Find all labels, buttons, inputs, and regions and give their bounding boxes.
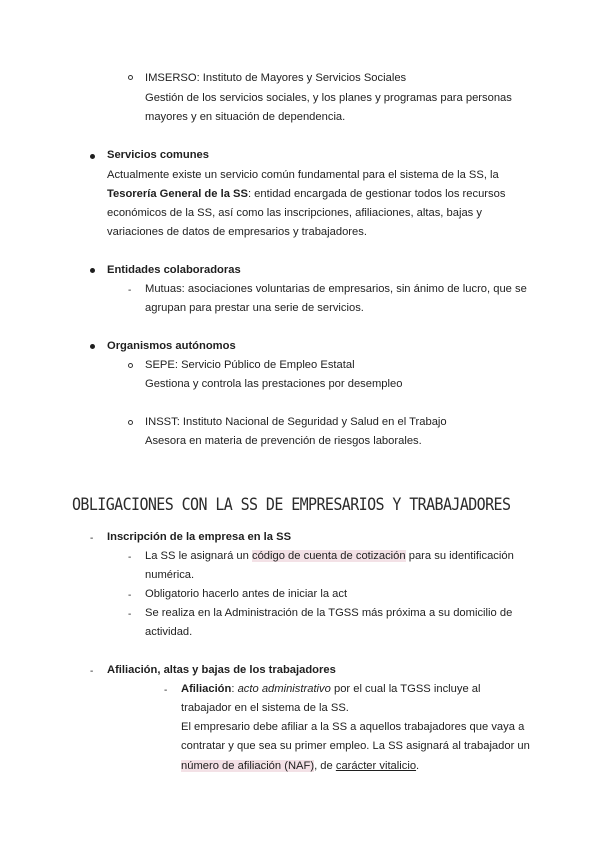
afiliacion-line1-rest: por el cual la TGSS incluye al bbox=[330, 683, 481, 695]
entidades-line1: Mutuas: asociaciones voluntarias de empresarios, sin ánimo de lucro, que se bbox=[145, 283, 527, 295]
sepe-desc: Gestiona y controla las prestaciones por desempleo bbox=[145, 378, 403, 390]
line5-mid: , de bbox=[314, 760, 336, 772]
inscripcion-item3-line2: actividad. bbox=[145, 626, 193, 638]
bullet-dot-icon bbox=[90, 268, 95, 273]
item1-pre: La SS le asignará un bbox=[145, 550, 252, 562]
dash-bullet-icon: - bbox=[128, 609, 132, 620]
tgss-bold: Tesorería General de la SS bbox=[107, 188, 248, 200]
dash-bullet-icon: - bbox=[128, 285, 132, 296]
circle-bullet-icon bbox=[128, 75, 133, 80]
insst-title: INSST: Instituto Nacional de Seguridad y Salud en el Trabajo bbox=[145, 416, 447, 428]
afiliacion-line5 bbox=[181, 757, 419, 776]
inscripcion-item1 bbox=[145, 547, 514, 566]
inscripcion-item3: Se realiza en la Administración de la TGSS más próxima a su domicilio de bbox=[145, 607, 513, 619]
servicios-line2 bbox=[107, 185, 505, 204]
circle-bullet-icon bbox=[128, 363, 133, 368]
sepe-title: SEPE: Servicio Público de Empleo Estatal bbox=[145, 359, 355, 371]
afiliacion-colon: : bbox=[231, 683, 238, 695]
entidades-heading: Entidades colaboradoras bbox=[107, 264, 241, 276]
dash-bullet-icon: - bbox=[90, 666, 94, 677]
imserso-line2: mayores y en situación de dependencia. bbox=[145, 111, 346, 123]
afiliacion-label: Afiliación bbox=[181, 683, 232, 695]
dash-bullet-icon: - bbox=[128, 590, 132, 601]
naf-highlight: número de afiliación (NAF) bbox=[181, 760, 315, 772]
imserso-line1: Gestión de los servicios sociales, y los planes y programas para personas bbox=[145, 92, 512, 104]
bullet-dot-icon bbox=[90, 344, 95, 349]
imserso-title: IMSERSO: Instituto de Mayores y Servicios Sociales bbox=[145, 72, 407, 84]
dash-bullet-icon: - bbox=[164, 685, 168, 696]
servicios-line2-rest: : entidad encargada de gestionar todos los recursos bbox=[247, 188, 506, 200]
bullet-dot-icon bbox=[90, 154, 95, 159]
servicios-line3: económicos de la SS, así como las inscripciones, afiliaciones, altas, bajas y bbox=[107, 207, 482, 219]
afiliacion-line1 bbox=[181, 680, 481, 699]
dash-bullet-icon: - bbox=[128, 552, 132, 563]
afiliacion-line2: trabajador en el sistema de la SS. bbox=[181, 702, 349, 714]
ccc-highlight: código de cuenta de cotización bbox=[251, 550, 406, 562]
item1-post: para su identificación bbox=[405, 550, 514, 562]
line5-end: . bbox=[416, 760, 420, 772]
afiliacion-line3: El empresario debe afiliar a la SS a aquellos trabajadores que vaya a bbox=[181, 721, 525, 733]
acto-italic: acto administrativo bbox=[237, 683, 331, 695]
dash-bullet-icon: - bbox=[90, 533, 94, 544]
insst-desc: Asesora en materia de prevención de riesgos laborales. bbox=[145, 435, 422, 447]
servicios-heading: Servicios comunes bbox=[107, 149, 209, 161]
servicios-line4: variaciones de datos de empresarios y trabajadores. bbox=[107, 226, 367, 238]
vitalicio-underline: carácter vitalicio bbox=[335, 760, 417, 772]
servicios-line1: Actualmente existe un servicio común fundamental para el sistema de la SS, la bbox=[107, 169, 499, 181]
entidades-line2: agrupan para prestar una serie de servicios. bbox=[145, 302, 364, 314]
organismos-heading: Organismos autónomos bbox=[107, 340, 236, 352]
inscripcion-item1-line2: numérica. bbox=[145, 569, 195, 581]
section-heading: OBLIGACIONES CON LA SS DE EMPRESARIOS Y TRABAJADORES bbox=[72, 494, 511, 515]
inscripcion-heading: Inscripción de la empresa en la SS bbox=[107, 531, 292, 543]
inscripcion-item2: Obligatorio hacerlo antes de iniciar la act bbox=[145, 588, 348, 600]
afiliacion-line4: contratar y que sea su primer empleo. La SS asignará al trabajador un bbox=[181, 740, 530, 752]
afiliacion-heading: Afiliación, altas y bajas de los trabajadores bbox=[107, 664, 336, 676]
circle-bullet-icon bbox=[128, 420, 133, 425]
